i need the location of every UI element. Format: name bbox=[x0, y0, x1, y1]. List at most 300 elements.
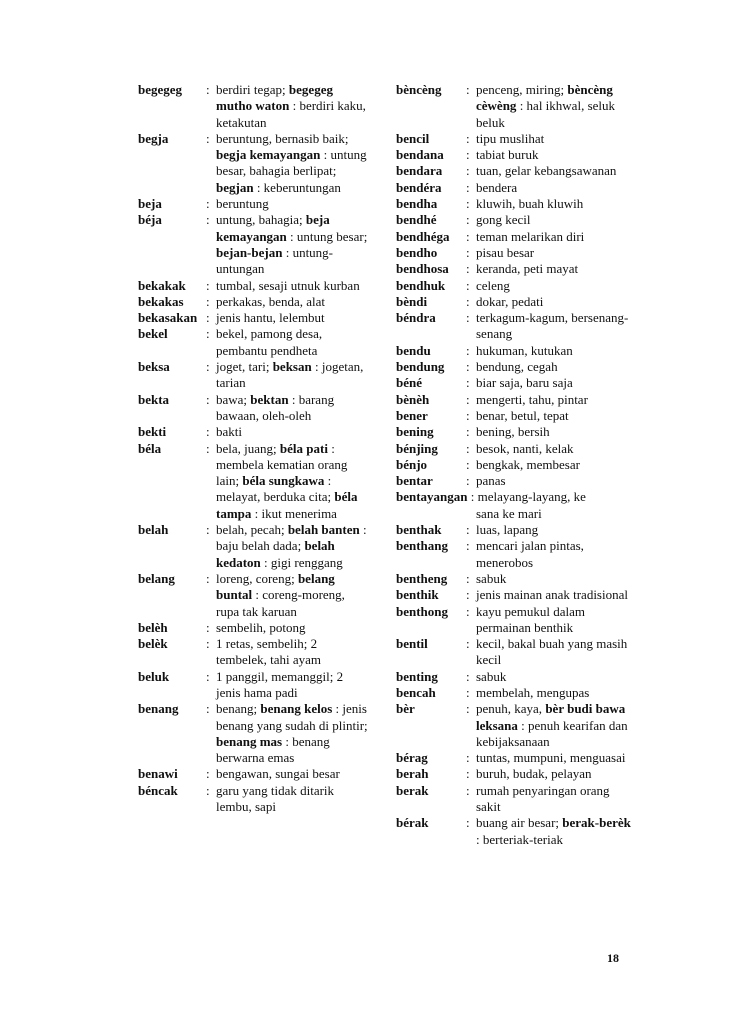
definition-text: : jogetan, tarian bbox=[216, 359, 364, 391]
dictionary-entry bbox=[138, 82, 368, 131]
definition-text: beruntung, bernasib baik; bbox=[216, 130, 349, 146]
dictionary-entry bbox=[396, 457, 636, 473]
dictionary-entry bbox=[396, 538, 636, 571]
definition bbox=[476, 441, 636, 457]
sub-entry: benang kelos bbox=[260, 701, 333, 717]
definition-text: pisau besar bbox=[476, 244, 535, 260]
definition-text: dokar, pedati bbox=[476, 293, 544, 309]
headword: bendhosa bbox=[396, 261, 449, 277]
definition-text: buang air besar; bbox=[476, 815, 563, 831]
definition bbox=[216, 424, 368, 440]
definition bbox=[216, 82, 368, 131]
dictionary-entry bbox=[396, 359, 636, 375]
dictionary-entry bbox=[396, 261, 636, 277]
dictionary-entry bbox=[138, 783, 368, 816]
definition bbox=[476, 180, 636, 196]
sub-entry: begjan bbox=[216, 179, 254, 195]
sub-entry: bejan-bejan bbox=[216, 244, 283, 260]
definition bbox=[476, 473, 636, 489]
definition-text: : gigi renggang bbox=[260, 554, 343, 570]
dictionary-entry bbox=[396, 375, 636, 391]
definition bbox=[476, 310, 636, 343]
definition bbox=[216, 359, 368, 392]
headword: berak bbox=[396, 782, 429, 798]
separator: : bbox=[466, 147, 470, 163]
separator: : bbox=[466, 82, 470, 97]
definition bbox=[476, 359, 636, 375]
separator: : bbox=[466, 522, 470, 538]
headword: benang bbox=[138, 701, 179, 717]
definition bbox=[476, 538, 636, 571]
headword: belah bbox=[138, 522, 169, 538]
headword: bendung bbox=[396, 359, 445, 375]
definition-text: : hal ikhwal, seluk beluk bbox=[476, 98, 616, 130]
definition bbox=[476, 685, 636, 701]
definition bbox=[216, 701, 368, 766]
headword: beluk bbox=[138, 668, 170, 684]
definition bbox=[216, 783, 368, 816]
dictionary-entry bbox=[396, 815, 636, 848]
dictionary-entry bbox=[396, 522, 636, 538]
definition bbox=[476, 196, 636, 212]
left-column bbox=[138, 82, 368, 815]
definition bbox=[476, 783, 636, 816]
dictionary-entry bbox=[138, 212, 368, 277]
dictionary-entry bbox=[138, 620, 368, 636]
headword: bèr bbox=[396, 701, 415, 717]
separator: : bbox=[466, 261, 470, 277]
separator: : bbox=[466, 179, 470, 195]
definition bbox=[476, 245, 636, 261]
definition-text: membelah, mengupas bbox=[476, 684, 590, 700]
dictionary-entry bbox=[396, 604, 636, 637]
separator: : bbox=[206, 391, 210, 407]
separator: : bbox=[466, 163, 470, 179]
sub-entry: bèncèng cèwèng bbox=[476, 82, 613, 114]
definition-text: celeng bbox=[476, 277, 510, 293]
definition bbox=[476, 701, 636, 750]
headword: bendu bbox=[396, 342, 431, 358]
definition bbox=[216, 212, 368, 277]
dictionary-entry bbox=[396, 180, 636, 196]
headword: bekta bbox=[138, 391, 170, 407]
definition-text: berdiri tegap; bbox=[216, 82, 289, 97]
definition bbox=[476, 131, 636, 147]
headword: bekakak bbox=[138, 277, 186, 293]
headword: béja bbox=[138, 212, 162, 228]
sub-entry: berak-berèk bbox=[562, 815, 631, 831]
definition-text: : keberuntungan bbox=[253, 179, 341, 195]
headword: bening bbox=[396, 424, 434, 440]
definition-text: kluwih, buah kluwih bbox=[476, 196, 584, 212]
dictionary-entry bbox=[396, 685, 636, 701]
definition-text: 1 panggil, memanggil; 2 jenis hama padi bbox=[216, 668, 344, 700]
definition-text: : berteriak-teriak bbox=[476, 831, 563, 847]
definition-text: teman melarikan diri bbox=[476, 228, 585, 244]
definition bbox=[476, 278, 636, 294]
definition-text: rumah penyaringan orang sakit bbox=[476, 782, 610, 815]
definition bbox=[476, 392, 636, 408]
definition-text: gong kecil bbox=[476, 212, 531, 228]
definition bbox=[476, 604, 636, 637]
definition bbox=[476, 750, 636, 766]
definition bbox=[216, 294, 368, 310]
definition bbox=[216, 669, 368, 702]
headword: bencil bbox=[396, 130, 430, 146]
dictionary-entry bbox=[396, 783, 636, 816]
definition-text: garu yang tidak ditarik lembu, sapi bbox=[216, 782, 335, 815]
dictionary-entry bbox=[396, 392, 636, 408]
separator: : bbox=[466, 228, 470, 244]
headword: bénjing bbox=[396, 440, 438, 456]
separator: : bbox=[206, 310, 210, 326]
separator: : bbox=[206, 701, 210, 717]
dictionary-entry bbox=[396, 701, 636, 750]
dictionary-entry bbox=[138, 441, 368, 522]
dictionary-entry bbox=[138, 294, 368, 310]
sub-entry: bektan bbox=[250, 391, 289, 407]
separator: : bbox=[206, 359, 210, 375]
definition-text: penceng, miring; bbox=[476, 82, 568, 97]
definition-text: sembelih, potong bbox=[216, 619, 306, 635]
definition bbox=[476, 571, 636, 587]
definition: : melayang-layang, ke bbox=[467, 489, 586, 505]
definition bbox=[476, 147, 636, 163]
headword: bendara bbox=[396, 163, 443, 179]
dictionary-entry bbox=[138, 392, 368, 425]
definition bbox=[476, 408, 636, 424]
dictionary-entry bbox=[396, 196, 636, 212]
separator: : bbox=[206, 570, 210, 586]
separator: : bbox=[206, 668, 210, 684]
dictionary-entry bbox=[396, 424, 636, 440]
headword: begja bbox=[138, 130, 169, 146]
sub-entry: bèr budi bawa leksana bbox=[476, 701, 626, 733]
headword: beksa bbox=[138, 359, 170, 375]
definition bbox=[476, 669, 636, 685]
headword: bénjo bbox=[396, 456, 428, 472]
right-column bbox=[396, 82, 636, 848]
separator: : bbox=[206, 636, 210, 652]
dictionary-entry bbox=[396, 82, 636, 131]
dictionary-entry bbox=[396, 212, 636, 228]
dictionary-entry bbox=[396, 278, 636, 294]
dictionary-entry bbox=[396, 229, 636, 245]
separator: : bbox=[466, 766, 470, 782]
dictionary-entry bbox=[396, 587, 636, 603]
sub-entry: béla sungkawa bbox=[242, 473, 325, 489]
separator: : bbox=[466, 782, 470, 798]
definition-text: jenis hantu, lelembut bbox=[216, 310, 325, 326]
definition-text: benar, betul, tepat bbox=[476, 407, 569, 423]
definition-text: kecil, bakal buah yang masih kecil bbox=[476, 636, 628, 668]
definition-text: belah, pecah; bbox=[216, 522, 288, 538]
definition-text: mencari jalan pintas, menerobos bbox=[476, 538, 584, 570]
definition-text: : membela kematian orang lain; bbox=[216, 440, 348, 489]
headword: bentayangan bbox=[396, 489, 468, 505]
separator: : bbox=[466, 293, 470, 309]
separator: : bbox=[206, 293, 210, 309]
separator: : bbox=[466, 342, 470, 358]
separator: : bbox=[206, 440, 210, 456]
definition bbox=[216, 196, 368, 212]
dictionary-entry bbox=[396, 489, 636, 522]
definition-text: keranda, peti mayat bbox=[476, 261, 579, 277]
headword: benthik bbox=[396, 587, 439, 603]
headword: bentheng bbox=[396, 570, 448, 586]
separator: : bbox=[206, 522, 210, 538]
definition-text: bendung, cegah bbox=[476, 359, 558, 375]
dictionary-entry bbox=[396, 473, 636, 489]
definition bbox=[216, 326, 368, 359]
sub-entry: béla pati bbox=[279, 440, 328, 456]
definition bbox=[216, 636, 368, 669]
definition-text: bengkak, membesar bbox=[476, 456, 580, 472]
dictionary-entry bbox=[396, 131, 636, 147]
headword: bekti bbox=[138, 424, 167, 440]
separator: : bbox=[466, 570, 470, 586]
separator: : bbox=[466, 587, 470, 603]
definition bbox=[476, 261, 636, 277]
definition bbox=[476, 815, 636, 848]
definition-text: : coreng-moreng, rupa tak karuan bbox=[216, 587, 345, 619]
definition-text: hukuman, kutukan bbox=[476, 342, 573, 358]
definition bbox=[476, 82, 636, 131]
dictionary-entry bbox=[396, 441, 636, 457]
separator: : bbox=[466, 277, 470, 293]
separator: : bbox=[466, 391, 470, 407]
dictionary-entry bbox=[396, 147, 636, 163]
dictionary-entry bbox=[396, 408, 636, 424]
definition-text: besok, nanti, kelak bbox=[476, 440, 574, 456]
dictionary-entry bbox=[396, 343, 636, 359]
definition-text: bening, bersih bbox=[476, 424, 550, 440]
headword: béndra bbox=[396, 310, 436, 326]
dictionary-entry bbox=[396, 245, 636, 261]
separator: : bbox=[206, 424, 210, 440]
headword: bener bbox=[396, 407, 428, 423]
sub-entry: benang mas bbox=[216, 733, 283, 749]
dictionary-entry bbox=[138, 522, 368, 571]
definition-text: : benang berwarna emas bbox=[216, 733, 330, 766]
definition-text: tipu muslihat bbox=[476, 130, 545, 146]
separator: : bbox=[466, 440, 470, 456]
definition-text: bawa; bbox=[216, 391, 251, 407]
dictionary-entry bbox=[138, 278, 368, 294]
separator: : bbox=[466, 456, 470, 472]
separator: : bbox=[466, 750, 470, 766]
separator: : bbox=[206, 212, 210, 228]
dictionary-entry bbox=[396, 294, 636, 310]
definition bbox=[476, 636, 636, 669]
definition bbox=[216, 131, 368, 196]
definition bbox=[216, 571, 368, 620]
headword: benting bbox=[396, 668, 438, 684]
separator: : bbox=[206, 82, 210, 97]
headword: bencah bbox=[396, 684, 436, 700]
headword: benthong bbox=[396, 603, 449, 619]
definition-text: tuan, gelar kebangsawanan bbox=[476, 163, 617, 179]
definition bbox=[476, 294, 636, 310]
definition-text: : melayat, berduka cita; bbox=[216, 473, 335, 505]
dictionary-entry bbox=[138, 359, 368, 392]
separator: : bbox=[206, 130, 210, 146]
dictionary-entry bbox=[138, 131, 368, 196]
definition-text: joget, tari; bbox=[216, 359, 273, 375]
definition-text: kayu pemukul dalam permainan benthik bbox=[476, 603, 586, 635]
definition-text: tabiat buruk bbox=[476, 147, 539, 163]
sub-entry: belang buntal bbox=[216, 570, 335, 603]
dictionary-entry bbox=[138, 326, 368, 359]
headword: bendha bbox=[396, 196, 438, 212]
definition-text: loreng, coreng; bbox=[216, 570, 298, 586]
dictionary-entry bbox=[138, 424, 368, 440]
definition-text: 1 retas, sembelih; 2 tembelek, tahi ayam bbox=[216, 636, 322, 668]
sub-entry: béla tampa bbox=[216, 489, 358, 521]
separator: : bbox=[206, 766, 210, 782]
headword: bendana bbox=[396, 147, 444, 163]
definition-text: tuntas, mumpuni, menguasai bbox=[476, 750, 626, 766]
dictionary-entry bbox=[396, 163, 636, 179]
dictionary-entry bbox=[396, 571, 636, 587]
headword: benthak bbox=[396, 522, 442, 538]
definition-text: : untung-untungan bbox=[216, 244, 334, 277]
dictionary-entry bbox=[138, 701, 368, 766]
headword: bendéra bbox=[396, 179, 442, 195]
definition-text: tumbal, sesaji utnuk kurban bbox=[216, 277, 360, 293]
separator: : bbox=[466, 636, 470, 652]
separator: : bbox=[466, 473, 470, 489]
definition-text: : untung besar, bahagia berlipat; bbox=[216, 147, 367, 179]
definition bbox=[476, 229, 636, 245]
definition-text: mengerti, tahu, pintar bbox=[476, 391, 588, 407]
definition bbox=[216, 766, 368, 782]
headword: bekel bbox=[138, 326, 168, 342]
separator: : bbox=[206, 326, 210, 342]
sub-entry: belah kedaton bbox=[216, 538, 335, 570]
definition-continuation: sana ke mari bbox=[476, 505, 542, 521]
separator: : bbox=[466, 407, 470, 423]
page-number: 18 bbox=[607, 951, 619, 965]
definition bbox=[476, 163, 636, 179]
definition bbox=[476, 457, 636, 473]
headword: bérag bbox=[396, 750, 428, 766]
dictionary-entry bbox=[138, 766, 368, 782]
definition-text: : baju belah dada; bbox=[216, 522, 367, 554]
separator: : bbox=[466, 244, 470, 260]
headword: bérak bbox=[396, 815, 429, 831]
separator: : bbox=[466, 538, 470, 554]
dictionary-entry bbox=[396, 669, 636, 685]
headword: bendhéga bbox=[396, 228, 450, 244]
headword: bendhé bbox=[396, 212, 437, 228]
headword: benawi bbox=[138, 766, 178, 782]
sub-entry: beja kemayangan bbox=[216, 212, 330, 244]
definition bbox=[476, 587, 636, 603]
definition-text: buruh, budak, pelayan bbox=[476, 766, 592, 782]
dictionary-entry bbox=[138, 196, 368, 212]
definition-text: benang; bbox=[216, 701, 261, 717]
headword: bekakas bbox=[138, 293, 184, 309]
definition bbox=[216, 392, 368, 425]
definition bbox=[476, 424, 636, 440]
separator: : bbox=[206, 277, 210, 293]
definition bbox=[216, 278, 368, 294]
definition-text: bakti bbox=[216, 424, 242, 440]
headword: bendhuk bbox=[396, 277, 446, 293]
separator: : bbox=[466, 310, 470, 326]
headword: begegeg bbox=[138, 82, 183, 97]
dictionary-entry bbox=[396, 636, 636, 669]
definition-text: luas, lapang bbox=[476, 522, 539, 538]
separator: : bbox=[206, 782, 210, 798]
headword: béla bbox=[138, 440, 162, 456]
headword: bentil bbox=[396, 636, 428, 652]
definition bbox=[476, 375, 636, 391]
definition-text: perkakas, benda, alat bbox=[216, 293, 326, 309]
definition-text: bekel, pamong desa, pembantu pendheta bbox=[216, 326, 323, 358]
definition bbox=[476, 343, 636, 359]
separator: : bbox=[206, 619, 210, 635]
definition bbox=[476, 766, 636, 782]
headword: benthang bbox=[396, 538, 449, 554]
separator: : bbox=[466, 375, 470, 391]
headword: belèk bbox=[138, 636, 168, 652]
headword: bènèh bbox=[396, 391, 430, 407]
sub-entry: begja kemayangan bbox=[216, 147, 321, 163]
headword: bekasakan bbox=[138, 310, 198, 326]
headword: belèh bbox=[138, 619, 168, 635]
definition-text: bengawan, sungai besar bbox=[216, 766, 340, 782]
headword: bèndi bbox=[396, 293, 428, 309]
separator: : bbox=[466, 359, 470, 375]
separator: : bbox=[206, 196, 210, 212]
definition-text: untung, bahagia; bbox=[216, 212, 306, 228]
separator: : bbox=[466, 815, 470, 831]
separator: : bbox=[466, 212, 470, 228]
sub-entry: begegeg mutho waton bbox=[216, 82, 333, 114]
definition bbox=[216, 441, 368, 522]
separator: : bbox=[466, 196, 470, 212]
sub-entry: beksan bbox=[272, 359, 312, 375]
headword: béncak bbox=[138, 782, 178, 798]
dictionary-entry bbox=[138, 310, 368, 326]
definition bbox=[216, 310, 368, 326]
definition bbox=[476, 212, 636, 228]
definition-text: : berdiri kaku, ketakutan bbox=[216, 98, 366, 130]
definition-text: jenis mainan anak tradisional bbox=[476, 587, 628, 603]
headword: belang bbox=[138, 570, 175, 586]
separator: : bbox=[466, 701, 470, 717]
definition-text: sabuk bbox=[476, 570, 507, 586]
separator: : bbox=[466, 130, 470, 146]
separator: : bbox=[466, 603, 470, 619]
definition-text: : jenis benang yang sudah di plintir; bbox=[216, 701, 368, 733]
separator: : bbox=[466, 684, 470, 700]
definition bbox=[216, 522, 368, 571]
definition-text: : barang bawaan, oleh-oleh bbox=[216, 391, 335, 423]
headword: bentar bbox=[396, 473, 433, 489]
definition-text: : penuh kearifan dan kebijaksanaan bbox=[476, 717, 628, 749]
headword: bèncèng bbox=[396, 82, 442, 97]
definition-text: bela, juang; bbox=[216, 440, 280, 456]
definition-text: panas bbox=[476, 473, 506, 489]
dictionary-entry bbox=[138, 669, 368, 702]
dictionary-entry bbox=[396, 766, 636, 782]
dictionary-entry bbox=[396, 750, 636, 766]
headword: bendho bbox=[396, 244, 438, 260]
definition-text: biar saja, baru saja bbox=[476, 375, 573, 391]
